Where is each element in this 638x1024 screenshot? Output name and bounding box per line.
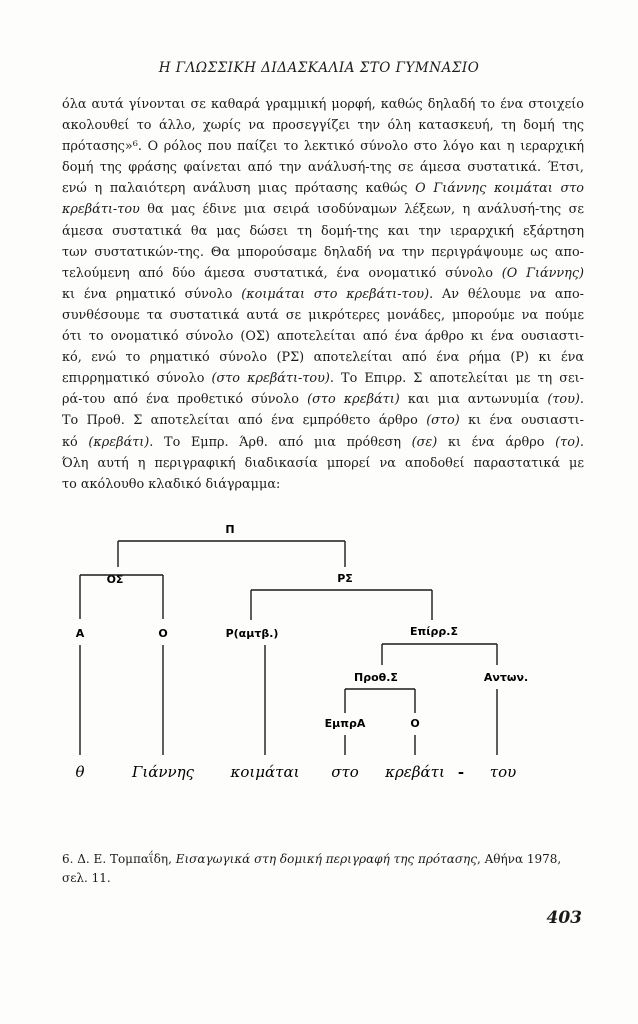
text-span: . Αν θέλουμε να απο- (429, 286, 584, 302)
node-noun: Ο (410, 717, 420, 730)
example-phrase: (κρεβάτι) (88, 434, 150, 450)
page-number: 403 (546, 908, 582, 928)
text-line (62, 136, 584, 157)
text-line (62, 221, 584, 242)
branching-diagram (0, 515, 638, 795)
example-phrase: (σε) (411, 434, 438, 450)
example-phrase: (το). (555, 434, 584, 450)
text-span: όλα αυτά γίνονται σε καθαρά γραμμική μορφή, καθώς δηλαδή το ένα στοιχείο (62, 97, 584, 112)
text-span: δομή της φράσης φαίνεται από την ανάλυσή-της σε άμεσα συστατικά. Έτσι, (62, 160, 584, 176)
text-span: κι ένα άρθρο (437, 434, 556, 450)
text-span: πρότασης»⁶. Ο ρόλος που παίζει το λεκτικό σύνολο στο λόγο και η ιεραρχική (62, 139, 584, 155)
example-phrase: (Ο Γιάννης) (501, 265, 584, 281)
node-verb: Ρ(αμτβ.) (225, 627, 279, 640)
text-line (62, 199, 584, 220)
text-line (62, 284, 584, 305)
leaf-word: κοιμάται (230, 763, 300, 781)
text-line (62, 410, 584, 431)
text-line (62, 453, 584, 474)
text-span: των συστατικών-της. Θα μπορούσαμε δηλαδή να την περιγράψουμε ως απο- (62, 244, 584, 260)
node-rs: ΡΣ (337, 572, 353, 585)
example-sentence: κρεβάτι-του (62, 202, 140, 218)
example-phrase: (στο κρεβάτι-του) (211, 371, 330, 387)
footnote-author: 6. Δ. Ε. Τομπαΐδη, (62, 852, 176, 866)
text-span: ότι το ονοματικό σύνολο (ΟΣ) αποτελείται από ένα άρθρο κι ένα ουσιαστι- (62, 329, 584, 345)
text-span: ενώ η παλαιότερη ανάλυση μιας πρότασης καθώς (62, 181, 416, 197)
footnote (62, 850, 584, 888)
node-prepositional-article: ΕμπρΑ (324, 717, 366, 730)
footnote-line (62, 869, 584, 888)
text-span: ρά-του από ένα προθετικό σύνολο (62, 392, 308, 408)
example-sentence: Ο Γιάννης κοιμάται στο (415, 181, 584, 197)
text-line (62, 263, 584, 284)
text-span: κι ένα ουσιαστι- (459, 413, 584, 429)
footnote-page: σελ. 11. (62, 871, 111, 885)
node-article: Α (75, 627, 85, 640)
text-span: ακολουθεί το άλλο, χωρίς να προσεγγίζει την όλη κατασκευή, τη δομή της (62, 118, 584, 134)
node-adverbial-phrase: Επίρρ.Σ (410, 625, 458, 638)
node-os: ΟΣ (106, 573, 124, 586)
leaf-word: Γιάννης (131, 763, 195, 781)
running-header: Η ΓΛΩΣΣΙΚΗ ΔΙΔΑΣΚΑΛΙΑ ΣΤΟ ΓΥΜΝΑΣΙΟ (158, 60, 480, 76)
leaf-word: του (489, 763, 517, 781)
example-phrase: (στο κρεβάτι) (307, 392, 400, 408)
text-line (62, 474, 584, 495)
text-span: κό (62, 434, 89, 450)
text-line (62, 326, 584, 347)
example-phrase: (κοιμάται στο κρεβάτι-του) (241, 286, 430, 302)
text-line (62, 347, 584, 368)
text-line (62, 432, 584, 453)
text-line (62, 389, 584, 410)
text-span: . Το Εμπρ. Άρθ. από μια πρόθεση (149, 434, 412, 450)
text-line (62, 157, 584, 178)
example-phrase: (του). (547, 392, 584, 408)
leaf-word: στο (331, 763, 359, 781)
example-phrase: (στο) (426, 413, 460, 429)
node-prepositional-phrase: Προθ.Σ (354, 671, 398, 684)
text-span: κό, ενώ το ρηματικό σύνολο (ΡΣ) αποτελείται από ένα ρήμα (Ρ) κι ένα (62, 350, 584, 366)
leaf-word: κρεβάτι (385, 763, 445, 781)
text-span: Όλη αυτή η περιγραφική διαδικασία μπορεί να αποδοθεί παραστατικά με (62, 455, 584, 471)
text-span: συνθέσουμε τα συστατικά αυτά σε μικρότερες μονάδες, μπορούμε να πούμε (62, 307, 584, 323)
leaf-dash: - (457, 763, 465, 781)
text-span: κι ένα ρηματικό σύνολο (62, 286, 242, 302)
text-span: και μια αντωνυμία (399, 392, 548, 408)
node-pronoun: Αντων. (483, 671, 529, 684)
node-root: Π (225, 523, 235, 536)
text-line (62, 368, 584, 389)
text-line (62, 115, 584, 136)
node-noun: Ο (158, 627, 168, 640)
text-span: τελούμενη από δύο άμεσα συστατικά, ένα ονοματικό σύνολο (62, 265, 502, 281)
text-line (62, 178, 584, 199)
text-line (62, 242, 584, 263)
footnote-place-year: , Αθήνα 1978, (476, 852, 562, 866)
footnote-title: Εισαγωγικά στη δομική περιγραφή της πρότασης (175, 852, 477, 866)
body-paragraph (62, 94, 584, 495)
text-span: άμεσα συστατικά θα μας δώσει τη δομή-της και την ιεραρχική εξάρτηση (62, 223, 584, 239)
text-span: επιρρηματικό σύνολο (62, 371, 212, 387)
text-line (62, 94, 584, 115)
text-span: θα μας έδινε μια σειρά ισοδύναμων λέξεων, η ανάλυσή-της σε (139, 202, 584, 218)
text-line (62, 305, 584, 326)
text-span: το ακόλουθο κλαδικό διάγραμμα: (62, 476, 281, 492)
leaf-word: θ (75, 763, 85, 781)
text-span: . Το Επιρρ. Σ αποτελείται με τη σει- (329, 371, 584, 387)
footnote-line (62, 850, 584, 869)
text-span: Το Προθ. Σ αποτελείται από ένα εμπρόθετο άρθρο (62, 413, 427, 429)
